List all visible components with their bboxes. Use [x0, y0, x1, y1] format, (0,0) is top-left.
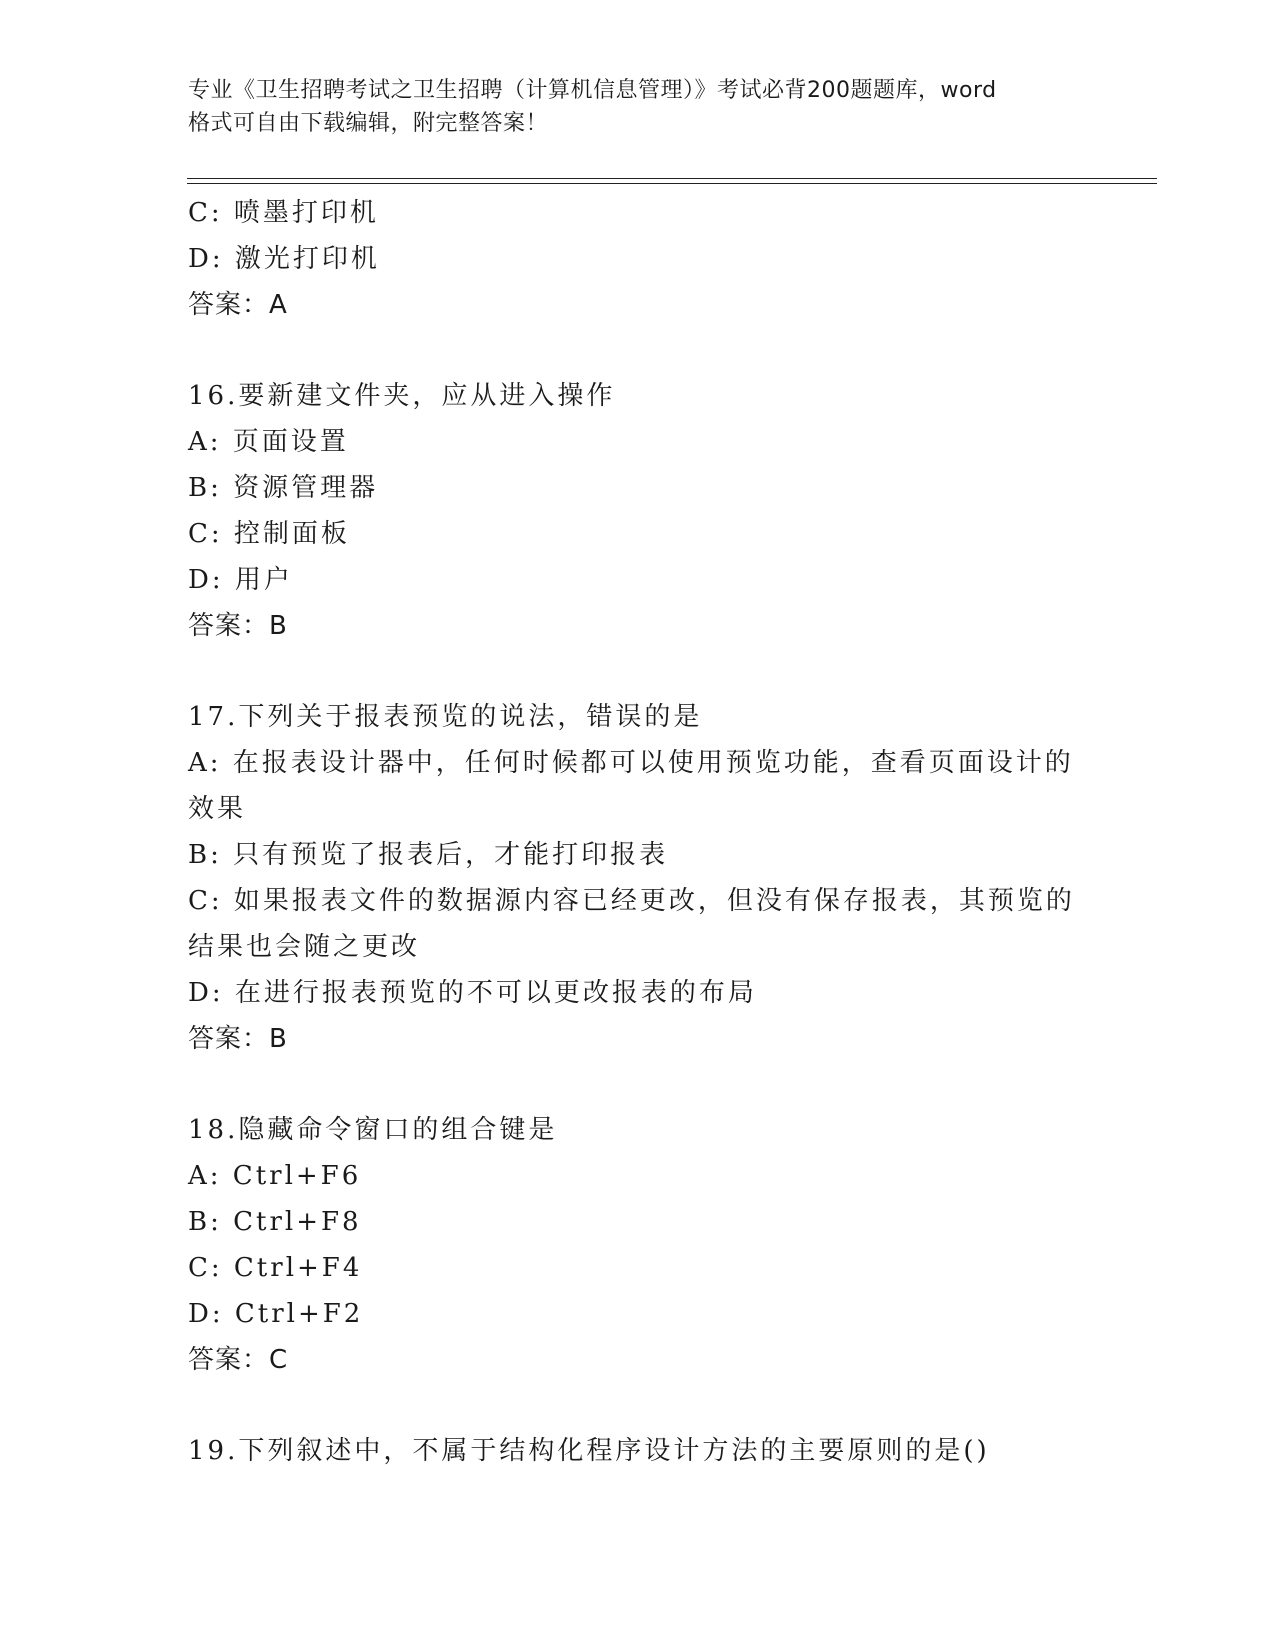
answer-line: 答案：B — [188, 611, 288, 641]
question-text: 18.隐藏命令窗口的组合键是 — [188, 1115, 558, 1145]
option-a-line-2: 效果 — [188, 794, 247, 824]
option-b: B: Ctrl+F8 — [188, 1207, 362, 1237]
option-b: B: 资源管理器 — [188, 473, 379, 503]
option-d: D: 用户 — [188, 565, 293, 595]
question-list — [188, 190, 1088, 1474]
document-header — [188, 74, 1088, 140]
option-d: D: Ctrl+F2 — [188, 1299, 364, 1329]
question-block-16 — [188, 373, 1088, 649]
spacer — [188, 1383, 1088, 1428]
option-d: D: 在进行报表预览的不可以更改报表的布局 — [188, 978, 757, 1008]
question-text: 19.下列叙述中，不属于结构化程序设计方法的主要原则的是() — [188, 1436, 990, 1466]
option-c-line-1: C: 如果报表文件的数据源内容已经更改，但没有保存报表，其预览的 — [188, 886, 1075, 916]
question-block-15 — [188, 190, 1088, 328]
option-a-line-1: A: 在报表设计器中，任何时候都可以使用预览功能，查看页面设计的 — [188, 748, 1074, 778]
header-title-line-1: 专业《卫生招聘考试之卫生招聘（计算机信息管理）》考试必背200题题库，word — [188, 78, 997, 103]
header-title-line-2: 格式可自由下载编辑，附完整答案！ — [188, 111, 549, 136]
option-c-line-2: 结果也会随之更改 — [188, 932, 421, 962]
option-a: A: 页面设置 — [188, 427, 349, 457]
header-divider-bottom — [187, 183, 1157, 184]
question-block-17 — [188, 694, 1088, 1062]
question-block-18 — [188, 1107, 1088, 1383]
answer-line: 答案：C — [188, 1345, 289, 1375]
option-c: C: 控制面板 — [188, 519, 350, 549]
spacer — [188, 649, 1088, 694]
question-text: 16.要新建文件夹，应从进入操作 — [188, 381, 616, 411]
question-text: 17.下列关于报表预览的说法，错误的是 — [188, 702, 703, 732]
option-b: B: 只有预览了报表后，才能打印报表 — [188, 840, 669, 870]
option-d: D: 激光打印机 — [188, 244, 380, 274]
option-c: C: Ctrl+F4 — [188, 1253, 363, 1283]
answer-line: 答案：B — [188, 1024, 288, 1054]
spacer — [188, 1062, 1088, 1107]
header-divider-top — [187, 178, 1157, 179]
option-a: A: Ctrl+F6 — [188, 1161, 362, 1191]
question-block-19 — [188, 1428, 1088, 1474]
spacer — [188, 328, 1088, 373]
answer-line: 答案：A — [188, 290, 288, 320]
option-c: C: 喷墨打印机 — [188, 198, 379, 228]
